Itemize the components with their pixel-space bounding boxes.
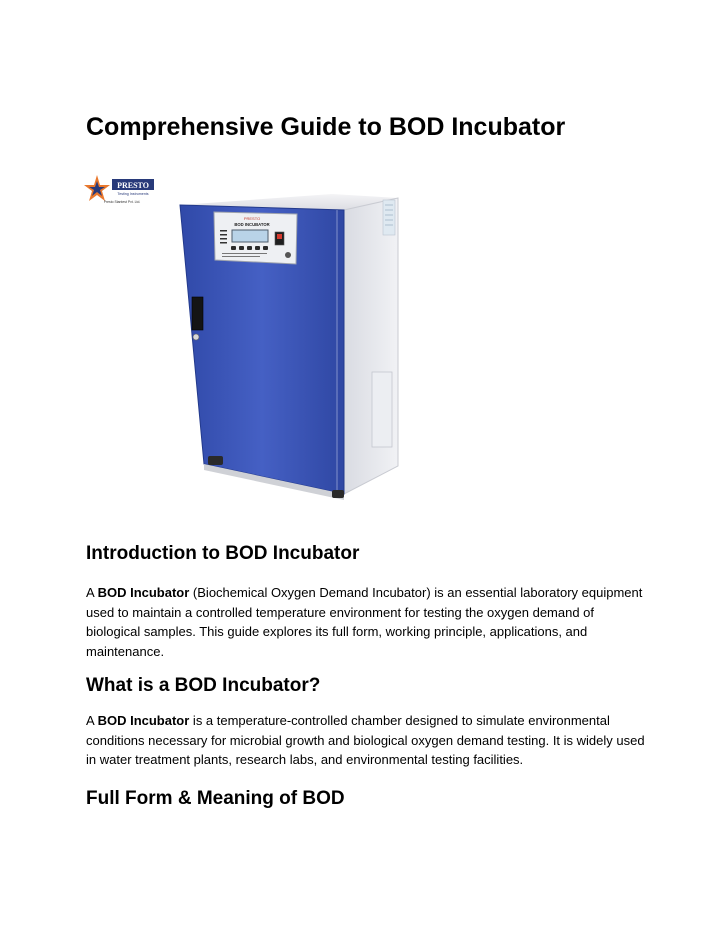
page-title: Comprehensive Guide to BOD Incubator [86,113,566,141]
cabinet-foot [332,490,344,498]
panel-button [247,246,252,250]
logo-subtitle: Testing Instruments [117,192,149,196]
bod-incubator-image [82,172,412,502]
section-paragraph-introduction: A BOD Incubator (Biochemical Oxygen Demand Incubator) is an essential laboratory equipment used to maintain a controlled temperature environment for testing the oxygen demand of biological samples. This guide explores its full form, working principle, applications, and maintenance. [86,585,643,659]
side-louver [372,372,392,447]
cabinet-foot [208,456,223,465]
panel-brand: PRESTO [243,216,261,221]
section-heading-what-is: What is a BOD Incubator? [86,675,321,696]
section-heading-full-form: Full Form & Meaning of BOD [86,788,345,809]
star-emblem-icon [84,175,110,201]
panel-button [255,246,260,250]
panel-knob [285,252,291,258]
panel-title: BOD INCUBATOR [234,222,270,227]
section-paragraph-what-is: A BOD Incubator is a temperature-controlled chamber designed to simulate environmental conditions necessary for microbial growth and biological oxygen demand testing. It is widely used in water treatment plants, research labs, and environmental testing facilities. [86,713,645,767]
panel-button [231,246,236,250]
presto-logo [82,174,158,206]
door-lock [192,297,203,330]
section-heading-introduction: Introduction to BOD Incubator [86,543,360,564]
lcd-display [232,230,268,242]
logo-brand: PRESTO [117,180,149,190]
panel-button [263,246,268,250]
logo-tagline: Presto Stantest Pvt. Ltd. [103,200,141,204]
door-keyhole [193,334,199,340]
cabinet-side [344,198,398,494]
panel-button [239,246,244,250]
